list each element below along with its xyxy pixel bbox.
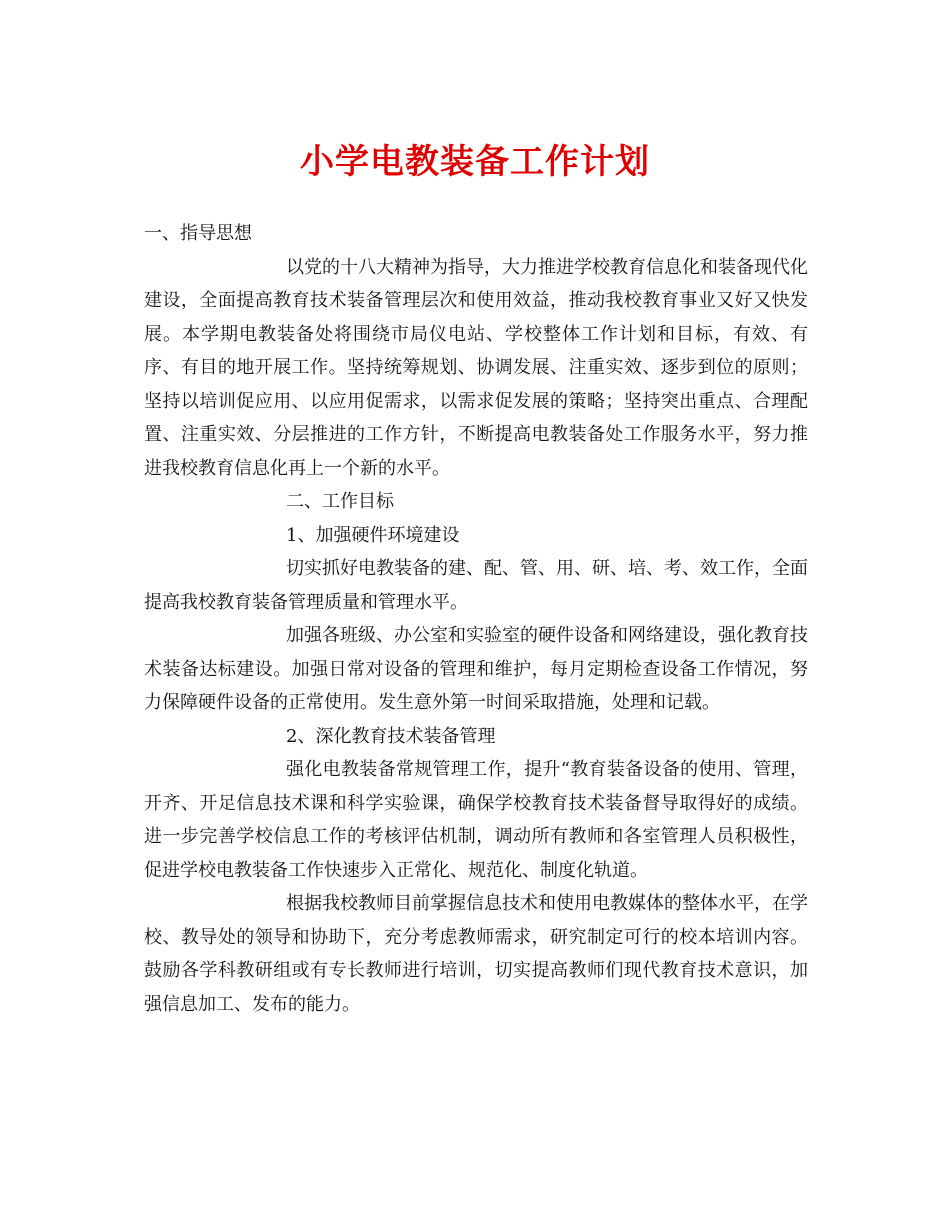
body-paragraph: 强化电教装备常规管理工作，提升“教育装备设备的使用、管理，开齐、开足信息技术课和科学实验课，确保学校教育技术装备督导取得好的成绩。进一步完善学校信息工作的考核评估机制，调动所有教师和各室管理人员积极性，促进学校电教装备工作快速步入正常化、规范化、制度化轨道。 — [144, 759, 808, 881]
subsection-heading-management: 2、深化教育技术装备管理 — [286, 725, 496, 747]
body-paragraph: 以党的十八大精神为指导，大力推进学校教育信息化和装备现代化建设，全面提高教育技术装备管理层次和使用效益，推动我校教育事业又好又快发展。本学期电教装备处将围绕市局仪电站、学校整体工作计划和目标，有效、有序、有目的地开展工作。坚持统筹规划、协调发展、注重实效、逐步到位的原则；坚持以培训促应用、以应用促需求，以需求促发展的策略；坚持突出重点、合理配置、注重实效、分层推进的工作方针，不断提高电教装备处工作服务水平，努力推进我校教育信息化再上一个新的水平。 — [144, 256, 808, 479]
body-paragraph: 切实抓好电教装备的建、配、管、用、研、培、考、效工作，全面提高我校教育装备管理质量和管理水平。 — [144, 558, 808, 613]
body-paragraph: 加强各班级、办公室和实验室的硬件设备和网络建设，强化教育技术装备达标建设。加强日常对设备的管理和维护，每月定期检查设备工作情况，努力保障硬件设备的正常使用。发生意外第一时间采取措施，处理和记载。 — [144, 625, 808, 713]
subsection-heading-hardware: 1、加强硬件环境建设 — [286, 524, 460, 546]
document-body — [144, 217, 808, 1021]
document-title: 小学电教装备工作计划 — [300, 142, 650, 182]
section-heading-work-goals: 二、工作目标 — [286, 491, 394, 512]
body-paragraph: 根据我校教师目前掌握信息技术和使用电教媒体的整体水平，在学校、教导处的领导和协助下，充分考虑教师需求，研究制定可行的校本培训内容。鼓励各学科教研组或有专长教师进行培训，切实提高教师们现代教育技术意识，加强信息加工、发布的能力。 — [144, 893, 808, 1015]
section-heading-guiding-thought: 一、指导思想 — [144, 223, 252, 244]
